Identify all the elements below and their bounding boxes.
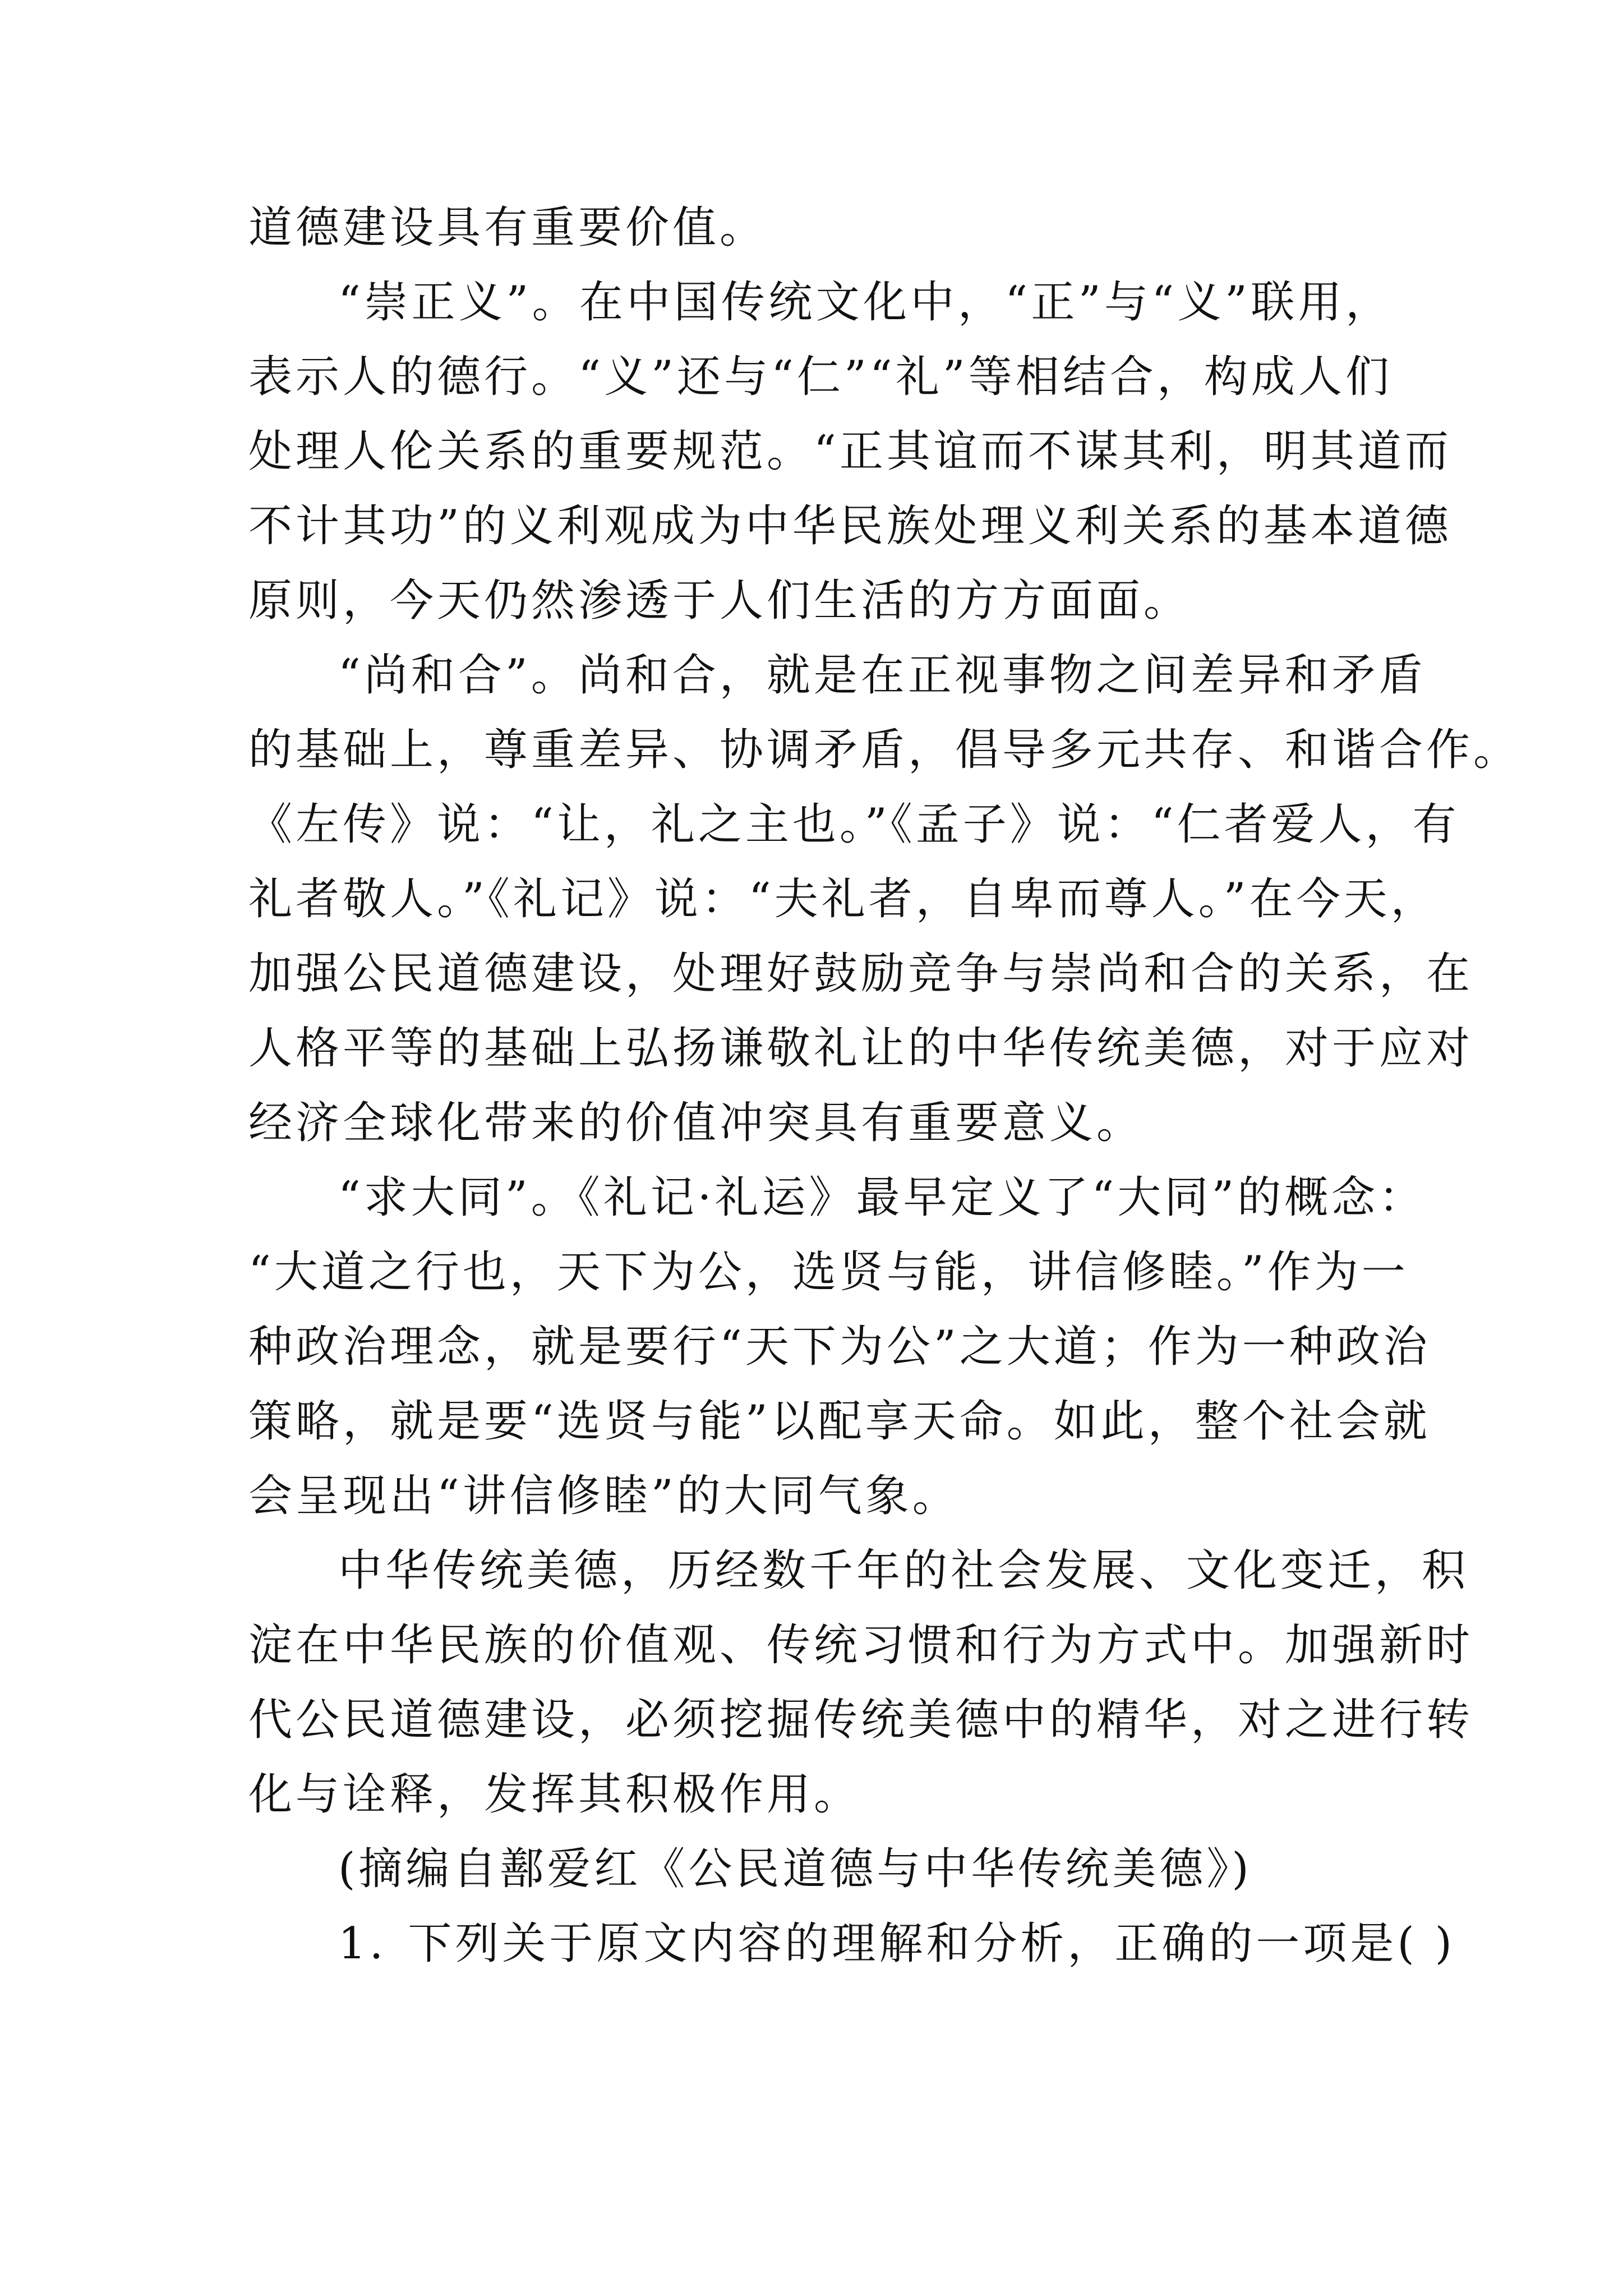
paragraph-line: 原则，今天仍然渗透于人们生活的方方面面。 — [248, 576, 1191, 626]
paragraph-line: 处理人伦关系的重要规范。“正其谊而不谋其利，明其道而 — [248, 426, 1452, 477]
source-citation: (摘编自鄯爱红《公民道德与中华传统美德》) — [338, 1844, 1252, 1894]
paragraph-line: “大道之行也，天下为公，选贤与能，讲信修睦。”作为一 — [248, 1247, 1409, 1297]
paragraph-line: 经济全球化带来的价值冲突具有重要意义。 — [248, 1098, 1144, 1148]
paragraph-line: “崇正义”。在中国传统文化中，“正”与“义”联用， — [338, 277, 1393, 328]
paragraph-line: “尚和合”。尚和合，就是在正视事物之间差异和矛盾 — [338, 650, 1426, 701]
paragraph-line: 代公民道德建设，必须挖掘传统美德中的精华，对之进行转 — [248, 1695, 1474, 1745]
paragraph-line: 中华传统美德，历经数千年的社会发展、文化变迁，积 — [338, 1545, 1469, 1596]
paragraph-line: 淀在中华民族的价值观、传统习惯和行为方式中。加强新时 — [248, 1620, 1474, 1671]
paragraph-line: 道德建设具有重要价值。 — [248, 203, 767, 253]
paragraph-line: 策略，就是要“选贤与能”以配享天命。如此，整个社会就 — [248, 1396, 1431, 1447]
article-body — [248, 191, 1521, 1981]
paragraph-line: 化与诠释，发挥其积极作用。 — [248, 1769, 861, 1820]
paragraph-line: 表示人的德行。“义”还与“仁”“礼”等相结合，构成人们 — [248, 352, 1393, 402]
paragraph-line: 加强公民道德建设，处理好鼓励竞争与崇尚和合的关系，在 — [248, 949, 1474, 999]
question-1 — [248, 1907, 1456, 1981]
paragraph-line: 的基础上，尊重差异、协调矛盾，倡导多元共存、和谐合作。 — [248, 725, 1521, 775]
question-number: 1. — [338, 1918, 387, 1969]
paragraph-line: 不计其功”的义利观成为中华民族处理义利关系的基本道德 — [248, 501, 1452, 551]
paragraph-line: 人格平等的基础上弘扬谦敬礼让的中华传统美德，对于应对 — [248, 1023, 1474, 1074]
paragraph-line: 种政治理念，就是要行“天下为公”之大道；作为一种政治 — [248, 1322, 1431, 1372]
paragraph-line: 会呈现出“讲信修睦”的大同气象。 — [248, 1471, 960, 1521]
paragraph-line: 礼者敬人。”《礼记》说：“夫礼者，自卑而尊人。”在今天， — [248, 874, 1438, 924]
paragraph-line: 《左传》说：“让，礼之主也。”《孟子》说：“仁者爱人，有 — [248, 799, 1460, 850]
paragraph-line: “求大同”。《礼记·礼运》最早定义了“大同”的概念： — [338, 1172, 1426, 1223]
question-text: 下列关于原文内容的理解和分析，正确的一项是( ) — [408, 1918, 1456, 1969]
